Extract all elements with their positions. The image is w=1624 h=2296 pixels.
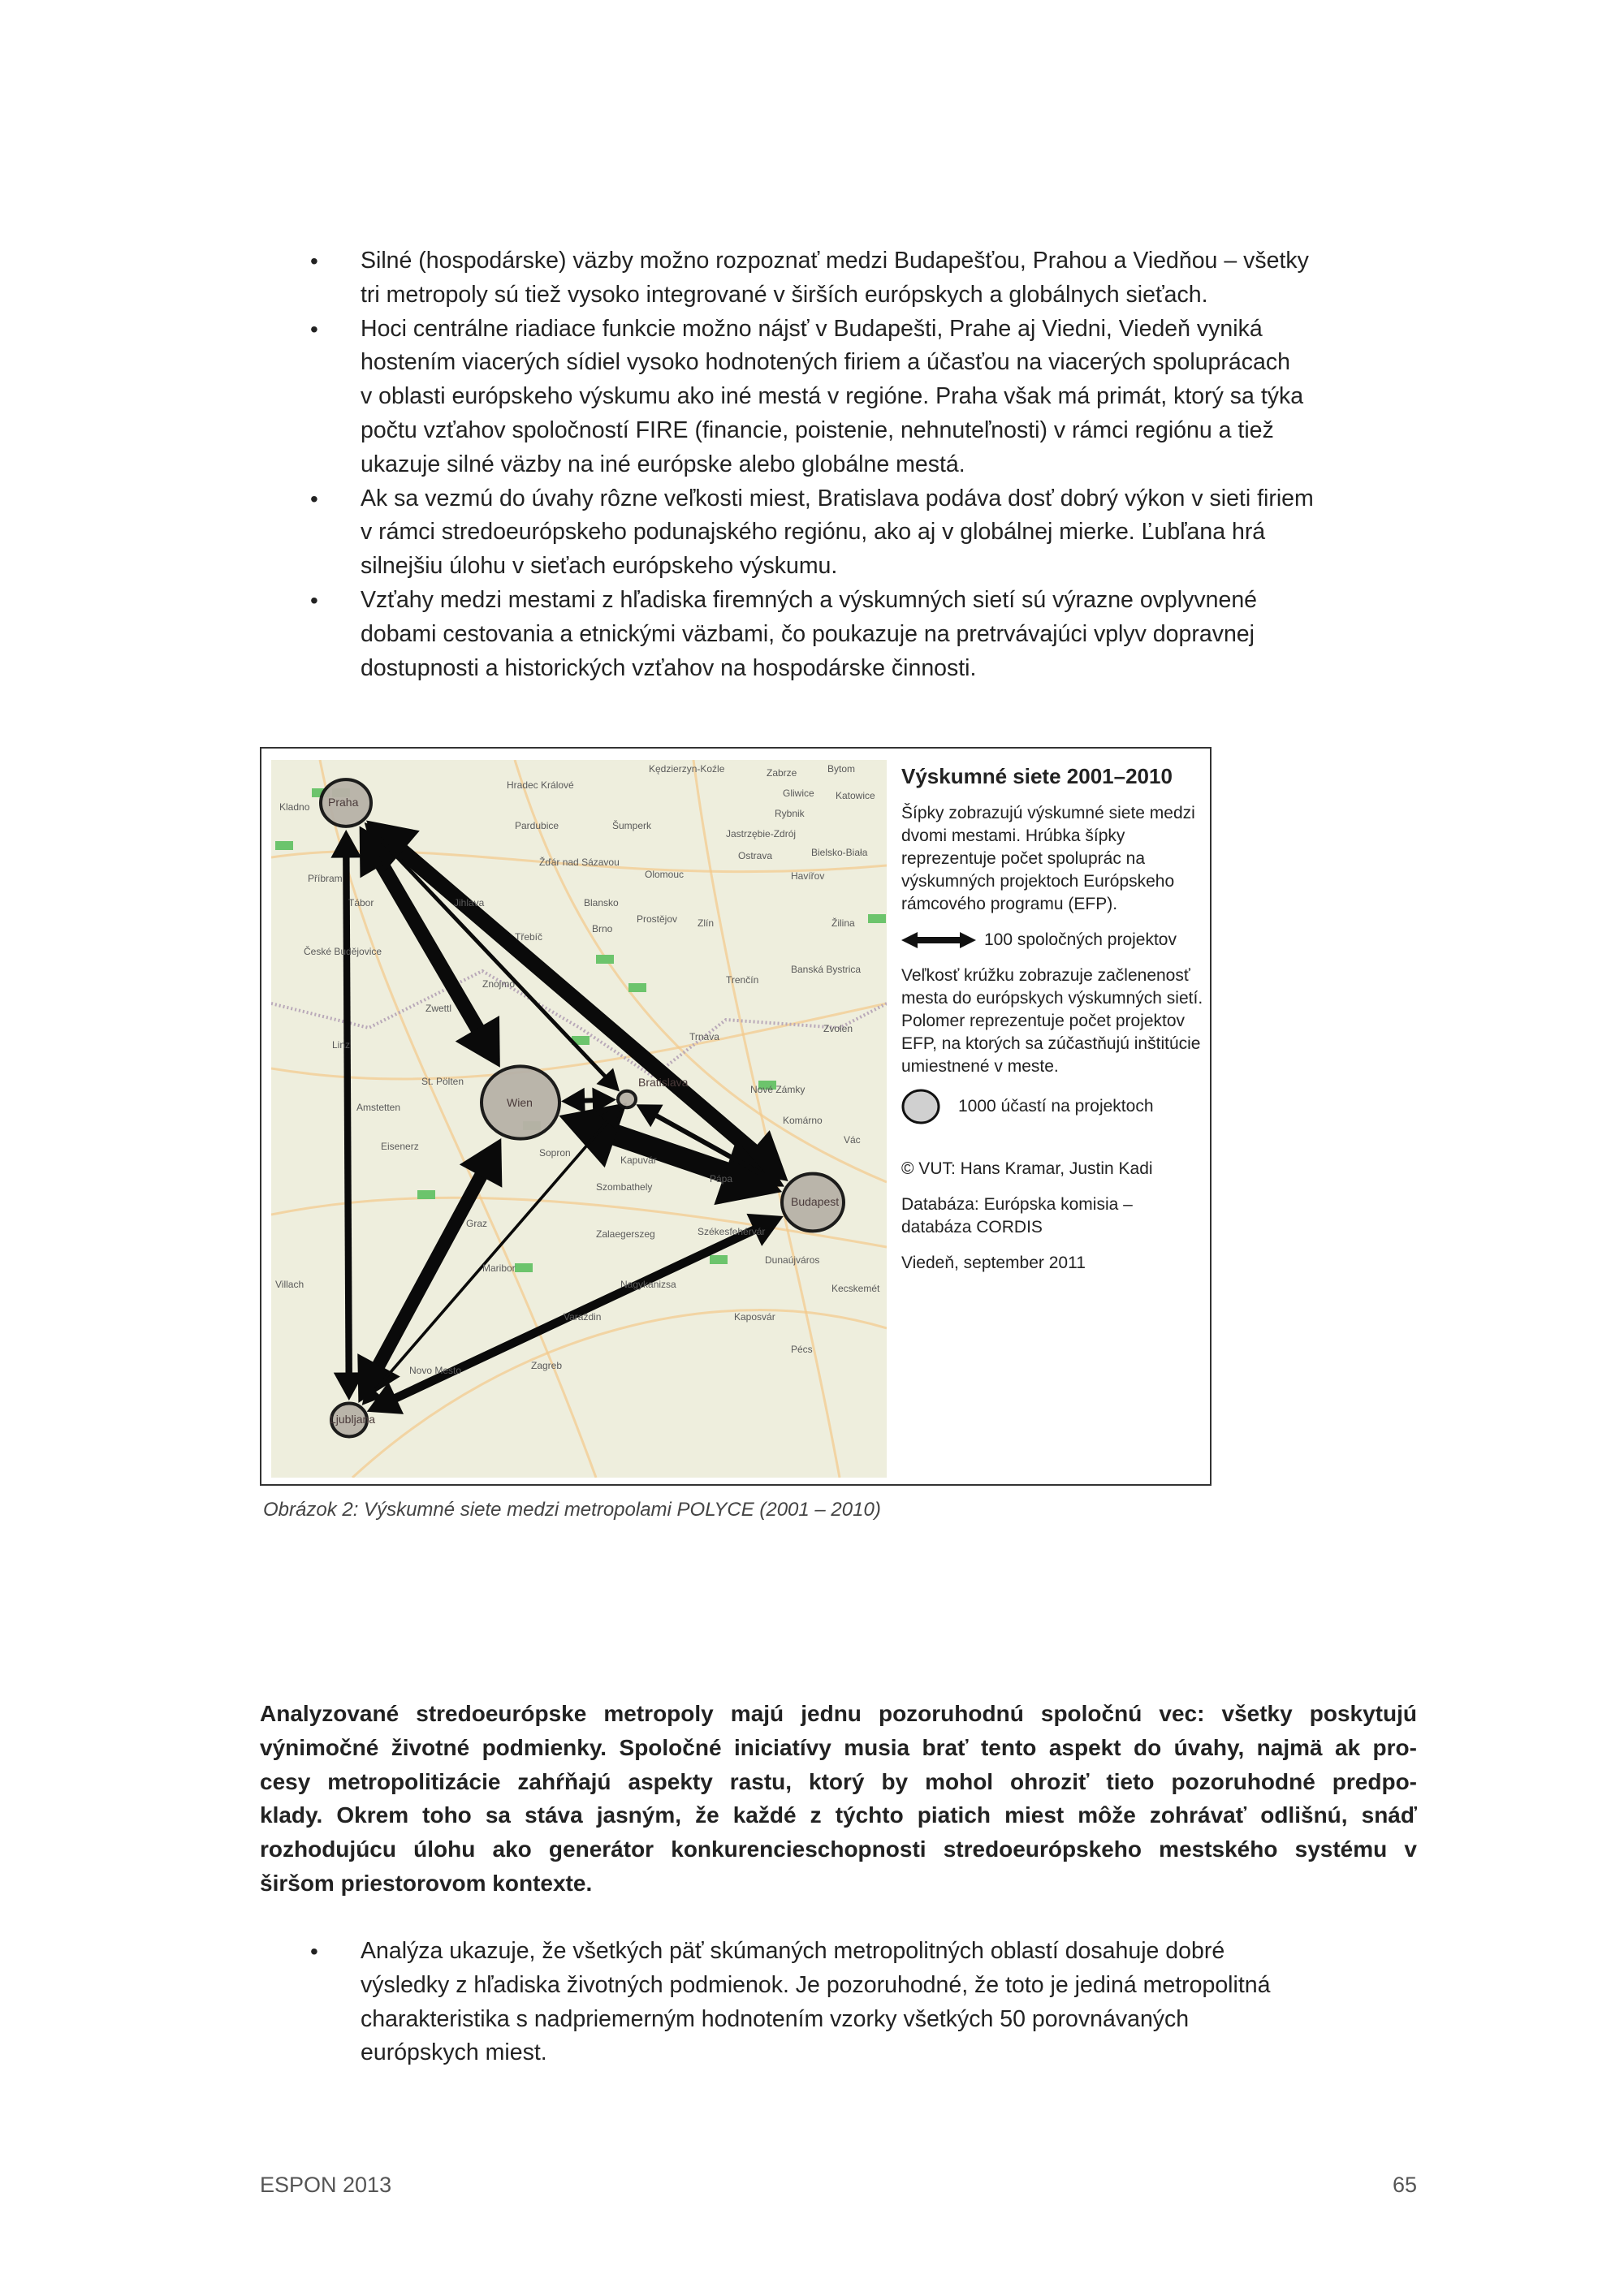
city-label: Ljubljana — [330, 1413, 376, 1426]
map-place-label: Amstetten — [356, 1102, 401, 1113]
map-place-label: Eisenerz — [381, 1141, 419, 1152]
highway-badge — [628, 983, 646, 992]
map-place-label: Maribor — [482, 1262, 516, 1274]
map-place-label: Dunaújváros — [765, 1254, 820, 1266]
map-place-label: Komárno — [783, 1115, 823, 1126]
map-place-label: Nové Zámky — [750, 1084, 806, 1095]
bullet-list-bottom — [310, 1935, 1417, 2070]
map-place-label: Zabrze — [767, 767, 797, 779]
map-place-label: Vác — [844, 1134, 861, 1146]
map-place-label: Kladno — [279, 801, 310, 813]
map-place-label: Graz — [466, 1218, 488, 1229]
map-place-label: Zwettl — [425, 1003, 452, 1014]
figure-research-networks — [260, 747, 1212, 1486]
legend-place-date: Viedeň, september 2011 — [901, 1254, 1086, 1272]
map-place-label: Zlín — [698, 917, 715, 929]
network-map — [271, 760, 887, 1478]
bullet-line: v oblasti európskeho výskumu ako iné mestá v regióne. Praha však má primát, ktorý sa týka — [361, 383, 1304, 410]
bullet-icon: • — [310, 248, 318, 274]
legend-arrow-key — [901, 929, 1207, 952]
bullet-list-top — [310, 244, 1417, 685]
legend-database: Databáza: Európska komisia – databáza CORDIS — [901, 1195, 1133, 1236]
map-place-label: Brno — [592, 923, 613, 934]
map-place-label: Sopron — [539, 1147, 571, 1159]
map-place-label: Hradec Králové — [507, 779, 574, 791]
map-place-label: Blansko — [584, 897, 619, 908]
city-label: Bratislava — [638, 1076, 689, 1089]
map-place-label: Szombathely — [596, 1181, 653, 1193]
bold-paragraph-line: širšom priestorovom kontexte. — [260, 1870, 593, 1896]
bullet-line: ukazuje silné väzby na iné európske alebo globálne mestá. — [361, 451, 965, 477]
map-place-label: Nagykanizsa — [620, 1279, 676, 1290]
map-place-label: Havířov — [791, 870, 825, 882]
bullet-line: Vzťahy medzi mestami z hľadiska firemných a výskumných sietí sú výrazne ovplyvnené — [361, 586, 1258, 613]
legend-arrow-label: 100 spoločných projektov — [984, 930, 1177, 949]
map-place-label: Kecskemét — [831, 1283, 880, 1294]
bullet-icon: • — [310, 587, 318, 613]
bullet-line: Hoci centrálne riadiace funkcie možno nájsť v Budapešti, Prahe aj Viedni, Viedeň vyniká — [361, 315, 1263, 342]
bullet-icon: • — [310, 316, 318, 342]
bullet-line: Analýza ukazuje, že všetkých päť skúmaných metropolitných oblastí dosahuje dobré — [361, 1938, 1225, 1964]
highway-badge — [515, 1263, 533, 1272]
bullet-icon: • — [310, 1939, 318, 1964]
city-circle-bratislava — [618, 1091, 636, 1107]
map-place-label: Tábor — [348, 897, 374, 908]
map-place-label: Kapuvár — [620, 1154, 657, 1166]
bullet-item — [310, 1935, 1417, 2070]
map-place-label: Šumperk — [612, 820, 652, 831]
highway-badge — [710, 1255, 728, 1264]
highway-badge — [417, 1190, 435, 1199]
bullet-item — [310, 482, 1417, 584]
city-label: Budapest — [791, 1195, 840, 1208]
map-place-label: Linz — [332, 1039, 351, 1051]
legend-circle-key — [901, 1088, 1207, 1125]
map-place-label: Bytom — [827, 763, 856, 775]
map-legend — [901, 749, 1207, 1275]
legend-copyright: © VUT: Hans Kramar, Justin Kadi — [901, 1159, 1153, 1178]
bold-paragraph-line: rozhodujúcu úlohu ako generátor konkurencieschopnosti stredoeurópskeho mestského systému v — [260, 1836, 1417, 1862]
bold-paragraph-line: Analyzované stredoeurópske metropoly majú jednu pozoruhodnú spoločnú vec: všetky poskytujú — [260, 1701, 1417, 1726]
map-place-label: Příbram — [308, 873, 343, 884]
map-place-label: St. Pölten — [421, 1076, 464, 1087]
map-place-label: Trenčín — [726, 974, 759, 986]
bullet-line: charakteristika s nadpriemerným hodnotením vzorky všetkých 50 porovnávaných — [361, 2005, 1190, 2032]
bullet-line: dostupnosti a historických vzťahov na hospodárske činnosti. — [361, 654, 977, 681]
highway-badge — [868, 914, 886, 923]
figure-caption: Obrázok 2: Výskumné siete medzi metropolami POLYCE (2001 – 2010) — [263, 1499, 881, 1521]
footer-left: ESPON 2013 — [260, 2173, 392, 2197]
map-place-label: Znojmo — [482, 978, 516, 990]
bullet-line: Silné (hospodárske) väzby možno rozpoznať medzi Budapešťou, Prahou a Viedňou – všetky — [361, 248, 1309, 274]
bullet-line: hostením viacerých sídiel vysoko hodnotených firiem a účasťou na viacerých spoluprácach — [361, 349, 1290, 376]
map-place-label: Pardubice — [515, 820, 559, 831]
city-label: Wien — [507, 1096, 533, 1109]
map-place-label: Pécs — [791, 1344, 813, 1355]
map-place-label: Székesfehérvár — [698, 1226, 766, 1237]
map-place-label: Třebíč — [515, 931, 543, 943]
legend-arrows-description: Šípky zobrazujú výskumné siete medzi dvomi mestami. Hrúbka šípky reprezentuje počet spoluprác na výskumných projektoch Európskeho rámcového programu (EFP). — [901, 804, 1195, 913]
map-place-label: Villach — [275, 1279, 304, 1290]
map-place-label: Olomouc — [645, 869, 685, 880]
bullet-item — [310, 244, 1417, 313]
map-place-label: Jihlava — [454, 897, 485, 908]
bullet-line: Ak sa vezmú do úvahy rôzne veľkosti miest, Bratislava podáva dosť dobrý výkon v sieti firiem — [361, 485, 1314, 511]
bullet-item — [310, 313, 1417, 482]
bullet-line: európskych miest. — [361, 2039, 547, 2066]
bold-paragraph-line: cesy metropolitizácie zahŕňajú aspekty rastu, ktorý by mohol ohroziť tieto pozoruhodné predpo- — [260, 1768, 1417, 1794]
double-arrow-icon — [901, 930, 976, 950]
legend-circle-description: Veľkosť krúžku zobrazuje začlenenosť mesta do európskych výskumných sietí. Polomer reprezentuje počet projektov EFP, na ktorých sa zúčastňujú inštitúcie umiestnené v meste. — [901, 966, 1203, 1076]
highway-badge — [275, 841, 293, 850]
map-place-label: Banská Bystrica — [791, 964, 862, 975]
bullet-line: počtu vzťahov spoločností FIRE (financie, poistenie, nehnuteľnosti) v rámci regiónu a tiež — [361, 416, 1274, 443]
map-place-label: Kaposvár — [734, 1311, 775, 1323]
map-place-label: Zagreb — [531, 1360, 563, 1371]
bullet-line: silnejšiu úlohu v sieťach európskeho výskumu. — [361, 553, 838, 580]
bold-paragraph-line: výnimočné životné podmienky. Spoločné iniciatívy musia brať tento aspekt do úvahy, najmä ak pro- — [260, 1734, 1417, 1760]
map-place-label: Zalaegerszeg — [596, 1228, 655, 1240]
map-place-label: České Budějovice — [304, 946, 382, 957]
circle-symbol-icon — [901, 1088, 942, 1125]
bullet-line: v rámci stredoeurópskeho podunajského regiónu, ako aj v globálnej mierke. Ľubľana hrá — [361, 519, 1266, 546]
city-label: Praha — [328, 796, 359, 809]
map-place-label: Kędzierzyn-Koźle — [649, 763, 725, 775]
map-place-label: Varaždin — [564, 1311, 602, 1323]
bold-paragraph-line: klady. Okrem toho sa stáva jasným, že každé z týchto piatich miest môže zohrávať odlišnú, snáď — [260, 1802, 1417, 1828]
bullet-icon: • — [310, 486, 318, 511]
map-place-label: Zvolen — [823, 1023, 853, 1034]
map-place-label: Gliwice — [783, 788, 814, 799]
legend-title: Výskumné siete 2001–2010 — [901, 764, 1173, 788]
map-place-label: Katowice — [836, 790, 875, 801]
map-place-label: Ostrava — [738, 850, 773, 861]
map-place-label: Prostějov — [637, 913, 678, 925]
map-place-label: Žďár nad Sázavou — [539, 857, 620, 868]
map-place-label: Jastrzębie-Zdrój — [726, 828, 797, 839]
map-place-label: Novo Mesto — [409, 1365, 462, 1376]
map-place-label: Bielsko-Biała — [811, 847, 868, 858]
bullet-line: výsledky z hľadiska životných podmienok. Je pozoruhodné, že toto je jediná metropolitná — [361, 1971, 1271, 1998]
bullet-line: dobami cestovania a etnickými väzbami, čo poukazuje na pretrvávajúci vplyv dopravnej — [361, 620, 1255, 647]
page-number: 65 — [1392, 2173, 1417, 2197]
legend-circle-label: 1000 účastí na projektoch — [958, 1097, 1154, 1116]
map-place-label: Žilina — [831, 917, 855, 929]
bullet-item — [310, 584, 1417, 685]
map-place-label: Rybnik — [775, 808, 805, 819]
map-place-label: Pápa — [710, 1173, 733, 1185]
highway-badge — [596, 955, 614, 964]
map-place-label: Trnava — [689, 1031, 719, 1042]
bold-paragraph — [260, 1697, 1417, 1901]
bullet-line: tri metropoly sú tiež vysoko integrované v širších európskych a globálnych sieťach. — [361, 281, 1208, 308]
